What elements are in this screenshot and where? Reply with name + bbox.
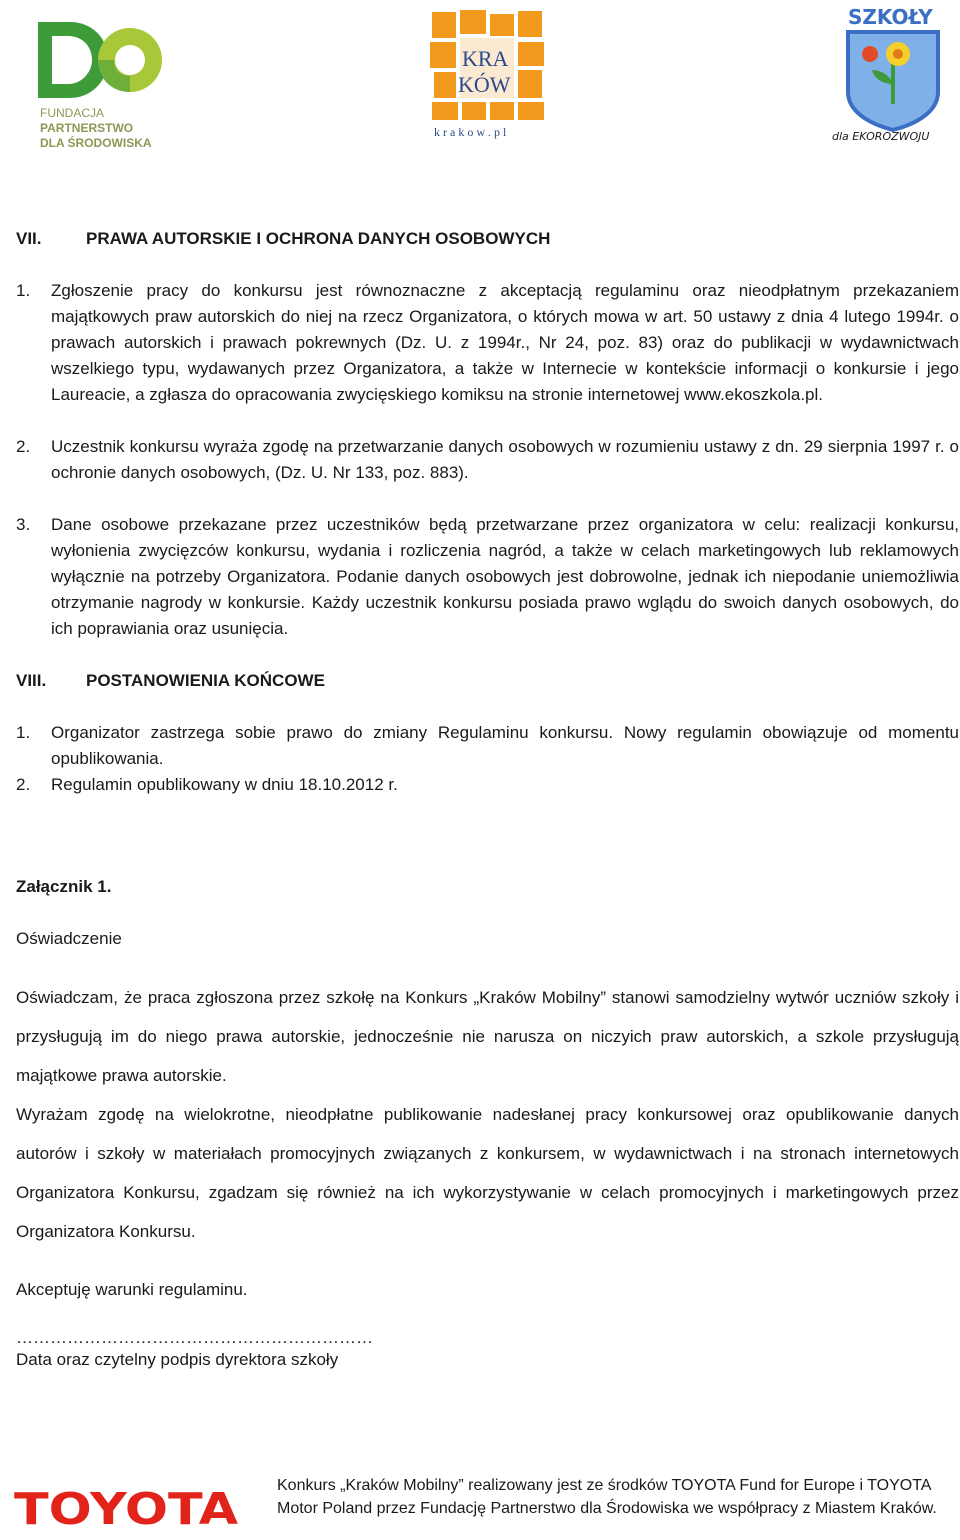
signature-line: ……………………………………………………… (16, 1328, 373, 1347)
section-7-item (16, 278, 959, 408)
section-7-item (16, 434, 959, 486)
item-text: Dane osobowe przekazane przez uczestników będą przetwarzane przez organizatora w celu: realizacji konkursu, wyłonienia zwycięzców konkursu, wydania i rozliczenia nagród, a także w celach marketingowych lub reklamowych wyłącznie na potrzeby Organizatora. Podanie danych osobowych jest dobrowolne, jednak ich niepodanie uniemożliwia otrzymanie nagrody w konkursie. Każdy uczestnik konkursu posiada prawo wglądu do swoich danych osobowych, do ich poprawiania oraz usunięcia. (51, 515, 959, 638)
declaration-paragraph: Oświadczam, że praca zgłoszona przez szkołę na Konkurs „Kraków Mobilny” stanowi samodzielny wytwór uczniów szkoły i przysługują im do niego prawa autorskie, jednocześnie nie narusza on niczyich praw autorskich, a szkole przysługują majątkowe prawa autorskie. (16, 988, 959, 1085)
toyota-text: TOYOTA (14, 1484, 239, 1528)
szkoly-logo-mark-icon (826, 0, 960, 144)
szkoly-bottom: dla EKOROZWOJU (832, 130, 930, 143)
item-number: 2. (16, 775, 31, 794)
regulation-body (16, 226, 959, 798)
annex-title: Załącznik 1. (16, 877, 112, 896)
item-text: Regulamin opublikowany w dniu 18.10.2012 r. (51, 775, 398, 794)
annex (16, 874, 959, 1373)
toyota-logo (14, 1484, 240, 1528)
item-number: 1. (16, 281, 31, 300)
section-7-heading (16, 226, 959, 252)
szkoly-logo (826, 0, 960, 144)
annex-subtitle: Oświadczenie (16, 929, 122, 948)
section-8-item (16, 720, 959, 772)
fundacja-logo-mark-icon (30, 14, 170, 154)
section-7-number: VII. (16, 229, 42, 248)
item-text: Zgłoszenie pracy do konkursu jest równoznaczne z akceptacją regulaminu oraz nieodpłatnym przekazaniem majątkowych praw autorskich do niej na rzecz Organizatora, o których mowa w art. 50 ustawy z dnia 4 lutego 1994r. o prawach autorskich i prawach pokrewnych (Dz. U. z 1994r., Nr 24, poz. 83) oraz do publikacji w wydawnictwach wszelkiego typu, wydawanych przez Organizatora, a także w Internecie w kontekście informacji o konkursie i jego Laureacie, a zgłasza do opracowania zwycięskiego komiksu na stronie internetowej www.ekoszkola.pl. (51, 281, 959, 404)
krakow-logo-mark-icon (428, 8, 548, 140)
consent-paragraph: Wyrażam zgodę na wielokrotne, nieodpłatne publikowanie nadesłanej pracy konkursowej oraz opublikowanie danych autorów i szkoły w materiałach promocyjnych związanych z konkursem, w wydawnictwach i na stronach internetowych Organizatora Konkursu, zgadzam się również na ich wykorzystywanie w celach promocyjnych i marketingowych przez Organizatora Konkursu. (16, 1105, 959, 1241)
toyota-wordmark-icon (14, 1484, 240, 1528)
item-number: 3. (16, 515, 31, 534)
section-7-title: PRAWA AUTORSKIE I OCHRONA DANYCH OSOBOWYCH (86, 229, 551, 248)
section-8-item (16, 772, 959, 798)
krakow-logo (428, 8, 548, 140)
fundacja-line1: FUNDACJA (40, 106, 105, 120)
footer-funding-note: Konkurs „Kraków Mobilny” realizowany jest ze środków TOYOTA Fund for Europe i TOYOTA Motor Poland przez Fundację Partnerstwo dla Środowiska we współpracy z Miastem Kraków. (277, 1477, 937, 1517)
fundacja-line3: DLA ŚRODOWISKA (40, 136, 152, 150)
item-number: 2. (16, 437, 31, 456)
fundacja-line2: PARTNERSTWO (40, 121, 134, 135)
section-8-title: POSTANOWIENIA KOŃCOWE (86, 671, 325, 690)
section-7-item (16, 512, 959, 642)
szkoly-top: SZKOŁY (848, 5, 933, 29)
item-text: Organizator zastrzega sobie prawo do zmiany Regulaminu konkursu. Nowy regulamin obowiązuje od momentu opublikowania. (51, 723, 959, 768)
krakow-url: k r a k o w . p l (434, 125, 507, 139)
signature-caption: Data oraz czytelny podpis dyrektora szkoły (16, 1350, 339, 1369)
krakow-line1: KRA (462, 46, 509, 71)
fundacja-logo (30, 14, 170, 154)
section-8-number: VIII. (16, 671, 47, 690)
section-8-heading (16, 668, 959, 694)
krakow-line2: KÓW (458, 72, 511, 97)
item-number: 1. (16, 723, 31, 742)
item-text: Uczestnik konkursu wyraża zgodę na przetwarzanie danych osobowych w rozumieniu ustawy z dn. 29 sierpnia 1997 r. o ochronie danych osobowych, (Dz. U. Nr 133, poz. 883). (51, 437, 959, 482)
accept-terms-text: Akceptuję warunki regulaminu. (16, 1280, 248, 1299)
